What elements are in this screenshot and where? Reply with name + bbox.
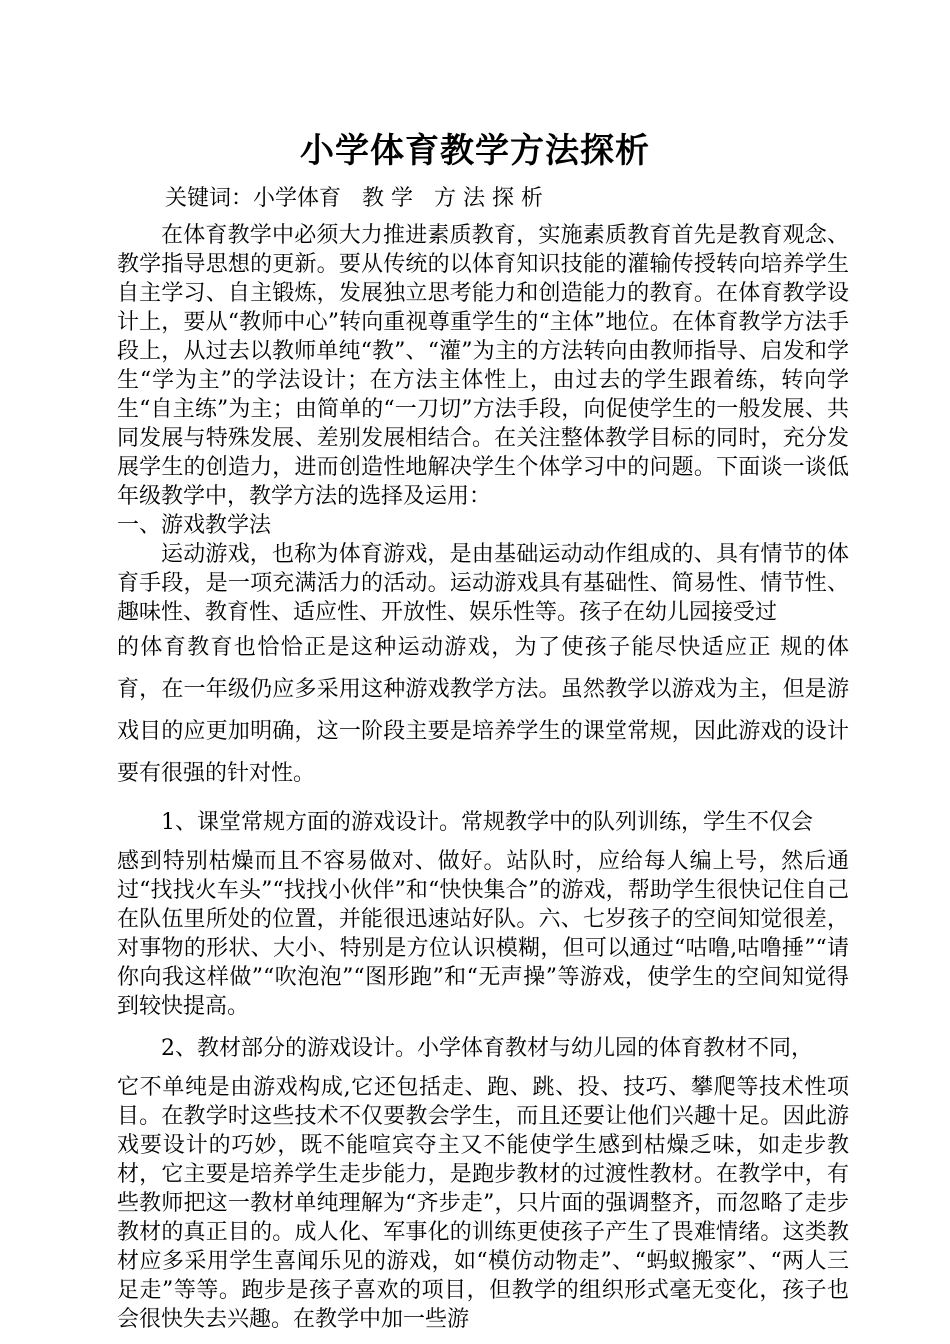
paragraph-routine-games-body: 感到特别枯燥而且不容易做对、做好。站队时，应给每人编上号，然后通过“找找火车头”“找找小伙伴”和“快快集合”的游戏，帮助学生很快记住自己在队伍里所处的位置，并能很迅速站好队。六、七岁孩子的空间知觉很差，对事物的形状、大小、特别是方位认识模糊，但可以通过“咕噜,咕噜捶”“请你向我这样做”“吹泡泡”“图形跑”和“无声操”等游戏，使学生的空间知觉得到较快提高。 xyxy=(117,849,849,1019)
paragraph-game-intro: 运动游戏，也称为体育游戏，是由基础运动动作组成的、具有情节的体育手段，是一项充满活力的活动。运动游戏具有基础性、简易性、情节性、趣味性、教育性、适应性、开放性、娱乐性等。孩子在幼儿园接受过 xyxy=(117,542,849,625)
paragraph-routine-games-lead: 1、课堂常规方面的游戏设计。常规教学中的队列训练，学生不仅会 xyxy=(161,810,813,835)
section-heading-game-method: 一、游戏教学法 xyxy=(117,513,272,538)
document-body xyxy=(117,221,849,1334)
intro-paragraph: 在体育教学中必须大力推进素质教育，实施素质教育首先是教育观念、教学指导思想的更新。要从传统的以体育知识技能的灌输传授转向培养学生自主学习、自主锻炼，发展独立思考能力和创造能力的教育。在体育教学设计上，要从“教师中心”转向重视尊重学生的“主体”地位。在体育教学方法手段上，从过去以教师单纯“教”、“灌”为主的方法转向由教师指导、启发和学生“学为主”的学法设计；在方法主体性上，由过去的学生跟着练，转向学生“自主练”为主；由简单的“一刀切”方法手段，向促使学生的一般发展、共同发展与特殊发展、差别发展相结合。在关注整体教学目标的同时，充分发展学生的创造力，进而创造性地解决学生个体学习中的问题。下面谈一谈低年级教学中，教学方法的选择及运用： xyxy=(117,223,849,509)
paragraph-material-games-body: 它不单纯是由游戏构成,它还包括走、跑、跳、投、技巧、攀爬等技术性项目。在教学时这些技术不仅要教会学生，而且还要让他们兴趣十足。因此游戏要设计的巧妙，既不能喧宾夺主又不能使学生感到枯燥乏味，如走步教材，它主要是培养学生走步能力，是跑步教材的过渡性教材。在教学中，有些教师把这一教材单纯理解为“齐步走”，只片面的强调整齐，而忽略了走步教材的真正目的。成人化、军事化的训练更使孩子产生了畏难情绪。这类教材应多采用学生喜闻乐见的游戏，如“模仿动物走”、“蚂蚁搬家”、“两人三足走”等等。跑步是孩子喜欢的项目，但教学的组织形式毫无变化，孩子也会很快失去兴趣。在教学中加一些游 xyxy=(117,1075,849,1332)
document-title: 小学体育教学方法探析 xyxy=(300,131,650,171)
paragraph-material-games-lead: 2、教材部分的游戏设计。小学体育教材与幼儿园的体育教材不同， xyxy=(161,1036,813,1061)
keywords-line: 关键词：小学体育 教 学 方 法 探 析 xyxy=(165,186,543,211)
paragraph-game-continued: 的体育教育也恰恰正是这种运动游戏，为了使孩子能尽快适应正 规的体育，在一年级仍应多采用这种游戏教学方法。虽然教学以游戏为主，但是游戏目的应更加明确，这一阶段主要是培养学生的课堂常规，因此游戏的设计要有很强的针对性。 xyxy=(117,635,849,786)
